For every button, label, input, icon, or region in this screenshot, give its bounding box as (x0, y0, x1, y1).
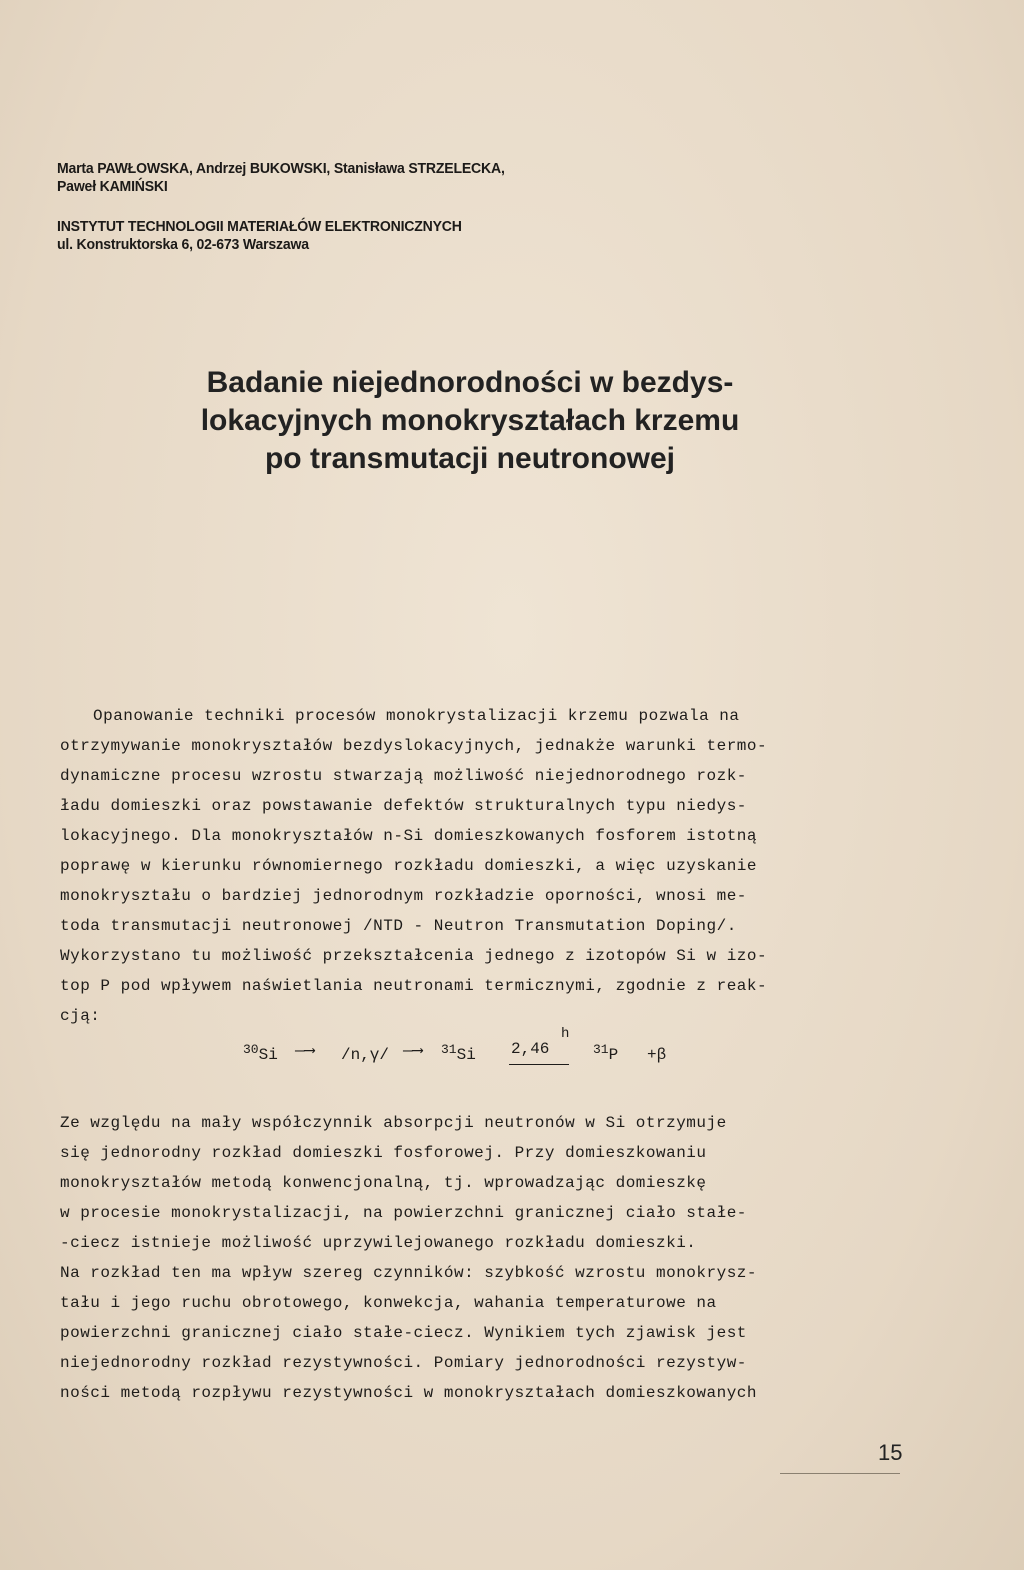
author-block (57, 160, 678, 254)
text-line: toda transmutacji neutronowej /NTD - Neutron Transmutation Doping/. (60, 917, 737, 935)
authors-line-2: Paweł KAMIŃSKI (57, 179, 168, 195)
paragraph-2 (60, 1108, 930, 1408)
text-line: się jednorodny rozkład domieszki fosforowej. Przy domieszkowaniu (60, 1144, 707, 1162)
isotope-p31 (593, 1042, 618, 1064)
reaction-arrow: —⟶ (295, 1042, 315, 1060)
element-symbol: Si (456, 1046, 476, 1064)
text-line: Na rozkład ten ma wpływ szereg czynników: szybkość wzrostu monokrysz- (60, 1264, 758, 1282)
mass-number: 31 (441, 1042, 457, 1057)
nuclear-reaction-equation (243, 1026, 723, 1080)
text-line: tału i jego ruchu obrotowego, konwekcja, wahania temperaturowe na (60, 1294, 717, 1312)
isotope-si30 (243, 1042, 278, 1064)
authors-line-1: Marta PAWŁOWSKA, Andrzej BUKOWSKI, Stanisława STRZELECKA, (57, 161, 505, 177)
text-line: monokryształu o bardziej jednorodnym rozkładzie oporności, wnosi me- (60, 887, 747, 905)
text-line: -ciecz istnieje możliwość uprzywilejowanego rozkładu domieszki. (60, 1234, 697, 1252)
paper-title (150, 364, 790, 478)
text-line: Wykorzystano tu możliwość przekształcenia jednego z izotopów Si w izo- (60, 947, 768, 965)
text-line: lokacyjnego. Dla monokryształów n-Si domieszkowanych fosforem istotną (60, 827, 758, 845)
text-line: monokryształów metodą konwencjonalną, tj. wprowadzając domieszkę (60, 1174, 707, 1192)
beta-particle: +β (647, 1046, 667, 1064)
title-line-3: po transmutacji neutronowej (264, 442, 676, 475)
mass-number: 30 (243, 1042, 259, 1057)
text-line: w procesie monokrystalizacji, na powierzchni granicznej ciało stałe- (60, 1204, 747, 1222)
text-line: Ze względu na mały współczynnik absorpcji neutronów w Si otrzymuje (60, 1114, 727, 1132)
footer-rule (780, 1473, 900, 1474)
title-line-1: Badanie niejednorodności w bezdys- (206, 366, 734, 399)
text-line: cją: (60, 1007, 101, 1025)
paragraph-1 (60, 701, 930, 1031)
text-line: ności metodą rozpływu rezystywności w monokryształach domieszkowanych (60, 1384, 758, 1402)
reaction-type: /n,γ/ (341, 1046, 390, 1064)
text-line: niejednorodny rozkład rezystywności. Pomiary jednorodności rezystyw- (60, 1354, 747, 1372)
page-number: 15 (878, 1440, 903, 1465)
text-line: Opanowanie techniki procesów monokrystalizacji krzemu pozwala na (93, 707, 740, 725)
half-life-unit: h (561, 1026, 570, 1042)
text-line: powierzchni granicznej ciało stałe-ciecz. Wynikiem tych zjawisk jest (60, 1324, 747, 1342)
text-line: poprawę w kierunku równomiernego rozkładu domieszki, a więc uzyskanie (60, 857, 758, 875)
institute-address: ul. Konstruktorska 6, 02-673 Warszawa (57, 237, 309, 253)
text-line: ładu domieszki oraz powstawanie defektów strukturalnych typu niedys- (60, 797, 747, 815)
isotope-si31 (441, 1042, 476, 1064)
title-line-2: lokacyjnych monokryształach krzemu (200, 404, 740, 437)
text-line: dynamiczne procesu wzrostu stwarzają możliwość niejednorodnego rozk- (60, 767, 747, 785)
mass-number: 31 (593, 1042, 609, 1057)
text-line: otrzymywanie monokryształów bezdyslokacyjnych, jednakże warunki termo- (60, 737, 768, 755)
reaction-arrow: —⟶ (403, 1042, 423, 1060)
text-line: top P pod wpływem naświetlania neutronami termicznymi, zgodnie z reak- (60, 977, 768, 995)
element-symbol: P (608, 1046, 619, 1064)
author-list (57, 160, 678, 196)
decay-arrow-line (509, 1064, 569, 1065)
half-life-value: 2,46 (511, 1040, 550, 1058)
element-symbol: Si (258, 1046, 278, 1064)
institute-name: INSTYTUT TECHNOLOGII MATERIAŁÓW ELEKTRONICZNYCH (57, 219, 462, 235)
affiliation (57, 218, 678, 254)
